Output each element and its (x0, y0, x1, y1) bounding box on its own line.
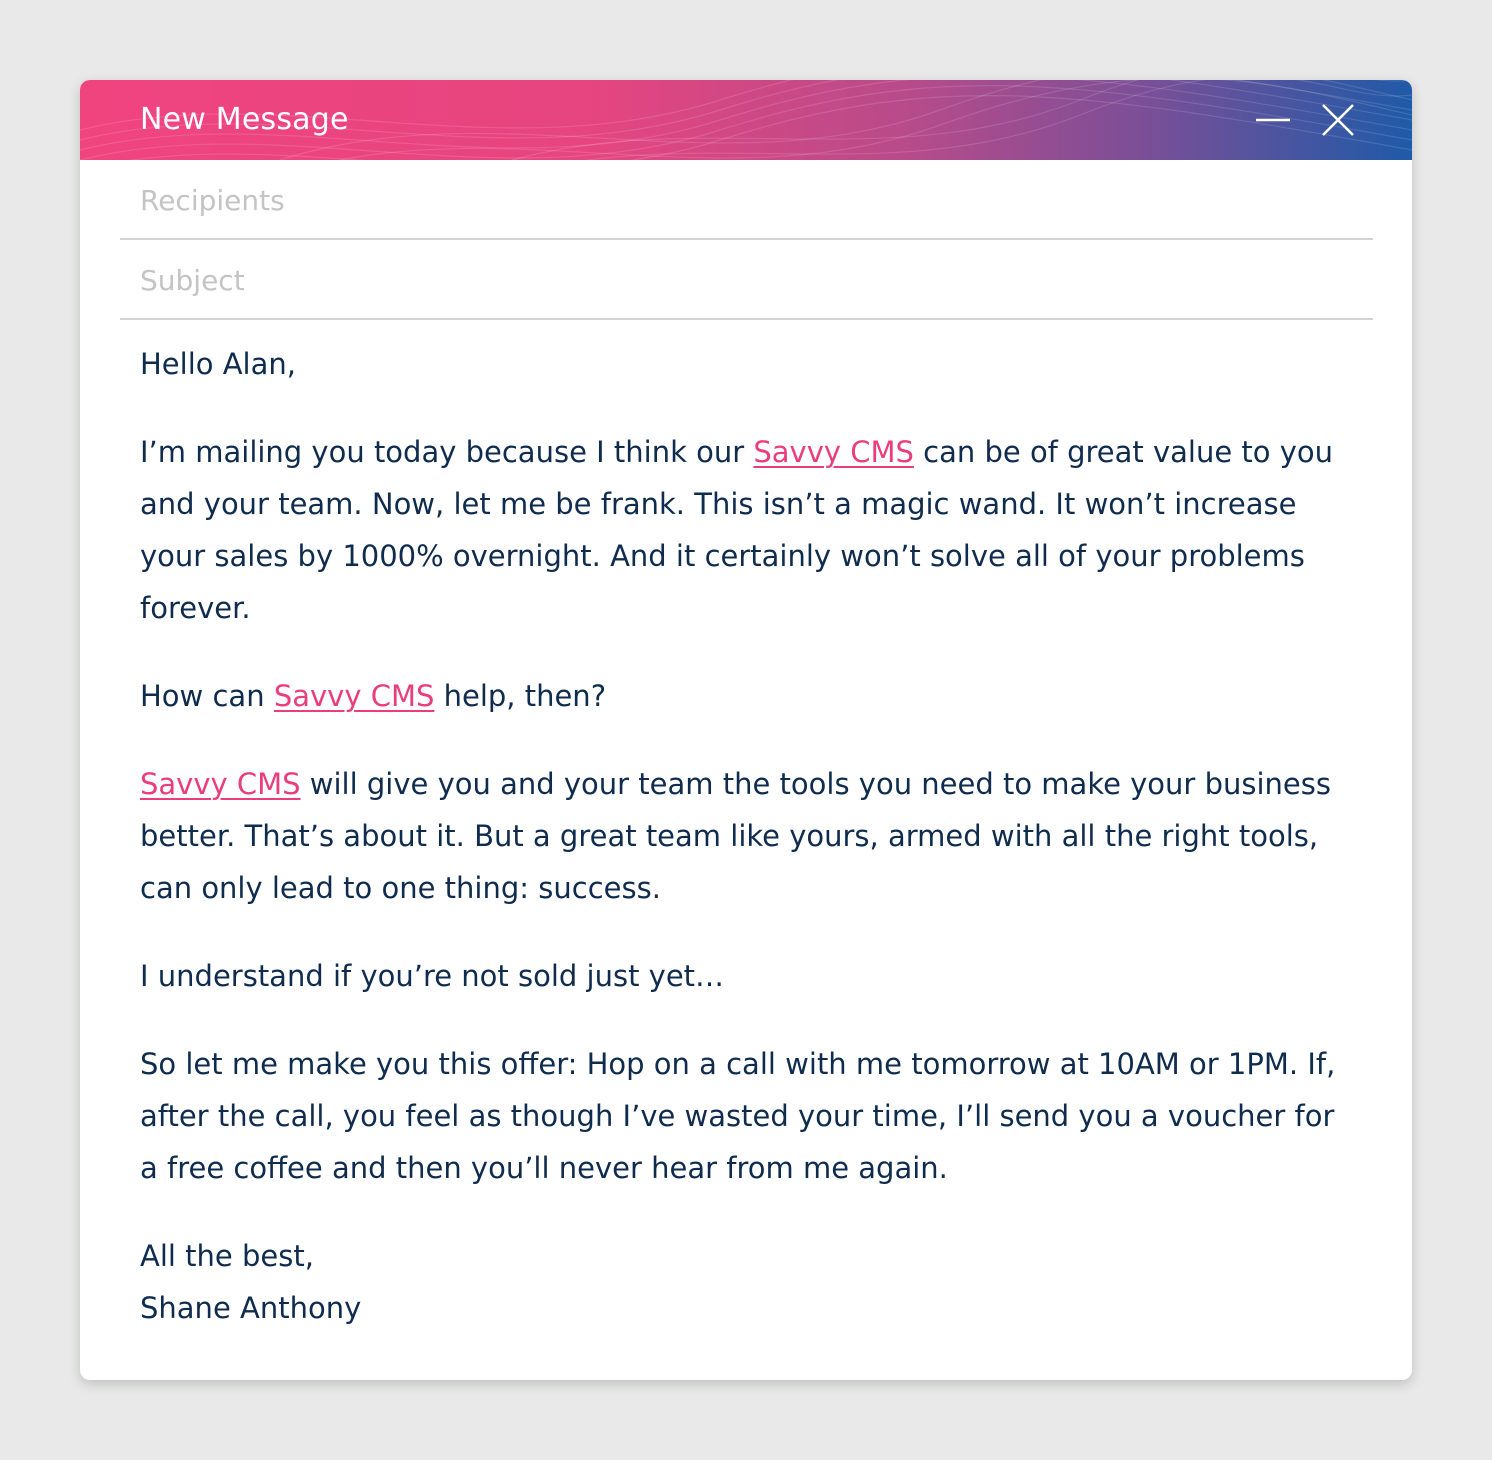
greeting-paragraph (140, 338, 1360, 390)
offer-text: So let me make you this offer: Hop on a call with me tomorrow at 10AM or 1PM. If, after the call, you feel as though I’ve wasted your time, I’ll send you a voucher for a free coffee and then you’ll never hear from me again. (140, 1047, 1336, 1185)
benefit-paragraph (140, 758, 1360, 914)
minimize-button[interactable] (1252, 100, 1292, 140)
savvy-cms-link[interactable]: Savvy CMS (140, 767, 301, 801)
greeting-text: Hello Alan, (140, 347, 296, 381)
compose-window (80, 80, 1412, 1380)
message-body[interactable] (140, 338, 1360, 1334)
understanding-paragraph (140, 950, 1360, 1002)
understanding-text: I understand if you’re not sold just yet… (140, 959, 725, 993)
question-text-before-link: How can (140, 679, 274, 713)
closing-paragraph (140, 1230, 1360, 1334)
subject-input[interactable] (140, 258, 1340, 302)
intro-paragraph (140, 426, 1360, 634)
recipients-input[interactable] (140, 178, 1340, 222)
window-title: New Message (140, 102, 349, 137)
close-icon (1318, 100, 1358, 140)
close-button[interactable] (1318, 100, 1358, 140)
signature-text: Shane Anthony (140, 1291, 362, 1325)
recipients-field (120, 160, 1373, 240)
savvy-cms-link[interactable]: Savvy CMS (753, 435, 914, 469)
question-paragraph (140, 670, 1360, 722)
question-text-after-link: help, then? (434, 679, 607, 713)
intro-text-after-link: can be of great value to you and your team. Now, let me be frank. This isn’t a magic wand. It won’t increase your sales by 1000% overnight. And it certainly won’t solve all of your problems forever. (140, 435, 1334, 625)
intro-text-before-link: I’m mailing you today because I think our (140, 435, 754, 469)
minimize-icon (1252, 100, 1292, 140)
offer-paragraph (140, 1038, 1360, 1194)
savvy-cms-link[interactable]: Savvy CMS (273, 679, 435, 713)
title-bar[interactable] (80, 80, 1412, 160)
subject-field (120, 240, 1373, 320)
benefit-text-after-link: will give you and your team the tools you need to make your business better. That’s about it. But a great team like yours, armed with all the right tools, can only lead to one thing: success. (140, 767, 1331, 905)
signoff-text: All the best, (140, 1239, 314, 1273)
